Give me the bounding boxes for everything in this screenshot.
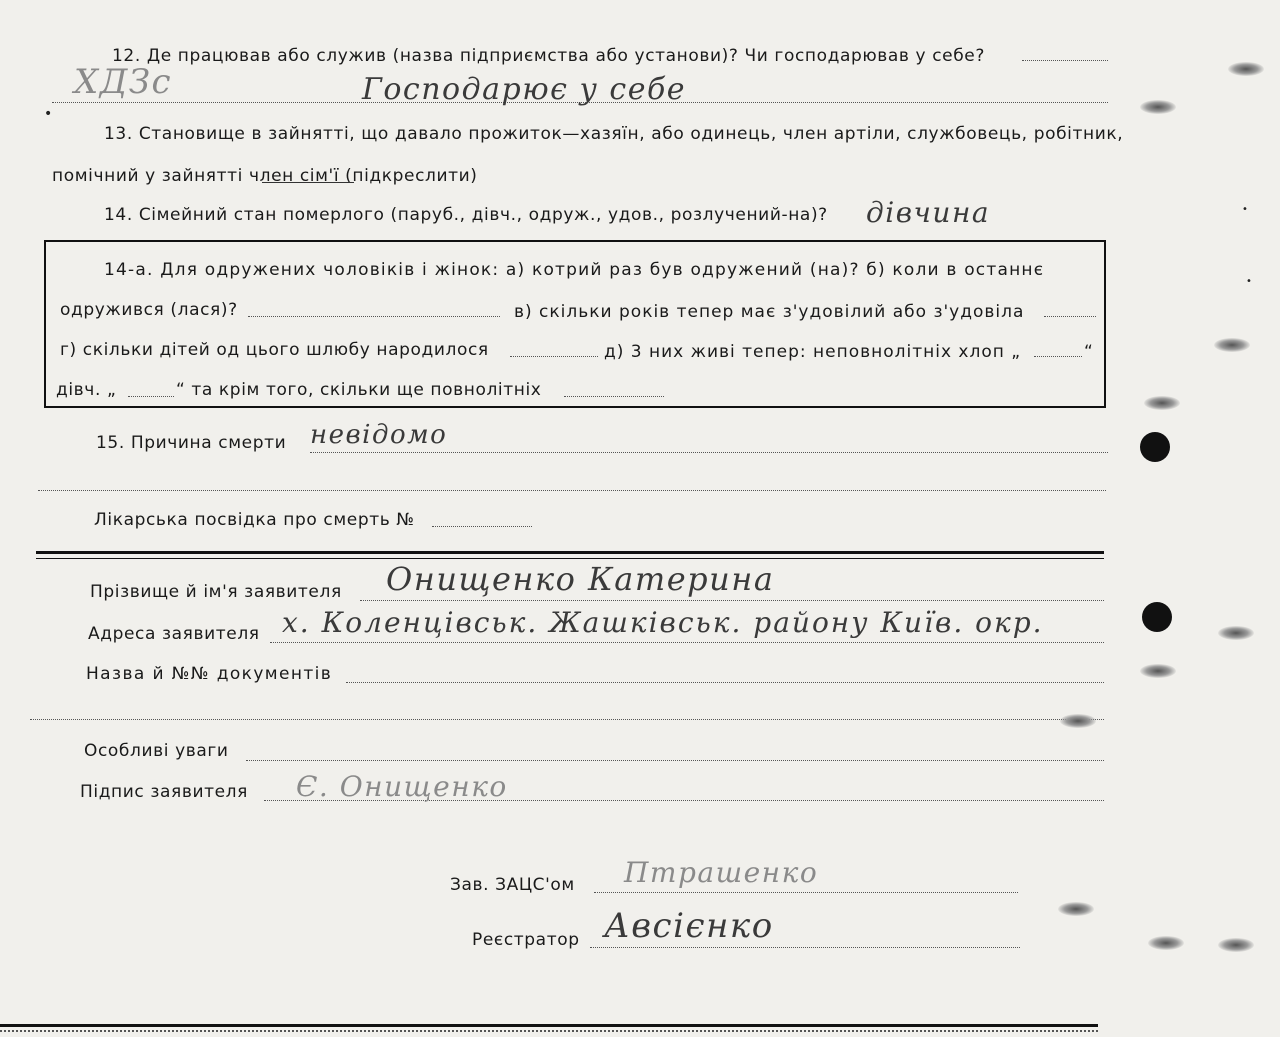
q14a-line3b: д) 3 них живі тепер: неповнолітніх хлоп „ bbox=[604, 342, 1022, 362]
bottom-rule bbox=[0, 1024, 1098, 1027]
applicant-address-value: х. Коленцівськ. Жашківськ. району Київ. окр. bbox=[282, 606, 1044, 639]
q14a-line3a: г) скільки дітей од цього шлюбу народилося bbox=[60, 340, 489, 360]
ink-blot bbox=[1228, 62, 1264, 76]
q13-line2: помічний у зайнятті член сім'ї (підкреслити) bbox=[52, 166, 478, 186]
q14a-dotline-4b bbox=[564, 396, 664, 397]
registrar-label: Реєстратор bbox=[472, 930, 580, 950]
q14a-line3c: “ bbox=[1084, 342, 1094, 362]
q14-answer: дівчина bbox=[866, 196, 991, 229]
section-double-rule-bottom bbox=[36, 558, 1104, 559]
applicant-signature-value: Є. Онищенко bbox=[296, 770, 508, 803]
applicant-name-dotline bbox=[360, 600, 1104, 601]
ink-blot bbox=[1060, 714, 1096, 728]
q15-dotline-1 bbox=[310, 452, 1108, 453]
zags-head-signature: Птрашенко bbox=[624, 856, 819, 889]
medical-certificate-dotline bbox=[432, 526, 532, 527]
ink-blot bbox=[1218, 626, 1254, 640]
special-notes-dotline bbox=[246, 760, 1104, 761]
medical-certificate-label: Лікарська посвідка про смерть № bbox=[94, 510, 415, 530]
q13-line1: 13. Становище в зайнятті, що давало прожиток—хазяїн, або одинець, член артіли, службовець, робітник, bbox=[104, 124, 1124, 144]
q14a-dotline-2a bbox=[248, 316, 500, 317]
q14a-dotline-4a bbox=[128, 396, 174, 397]
q12-dotline-1 bbox=[1022, 60, 1108, 61]
q14a-line2a: одружився (лася)? bbox=[60, 300, 238, 320]
zags-head-label: Зав. ЗАЦС'ом bbox=[450, 875, 575, 895]
ink-blot bbox=[1218, 938, 1254, 952]
q12-answer: Господарює у себе bbox=[362, 72, 687, 107]
q14a-line4a: дівч. „ bbox=[56, 380, 117, 400]
q14-label: 14. Сімейний стан померлого (паруб., дівч., одруж., удов., розлучений-на)? bbox=[104, 205, 828, 225]
stray-dot: • bbox=[1246, 276, 1252, 287]
special-notes-label: Особливі уваги bbox=[84, 741, 229, 761]
applicant-name-value: Онищенко Катерина bbox=[386, 560, 775, 598]
punch-hole bbox=[1142, 602, 1172, 632]
zags-head-dotline bbox=[594, 892, 1018, 893]
q14a-dotline-2b bbox=[1044, 316, 1096, 317]
punch-hole bbox=[1140, 432, 1170, 462]
registrar-dotline bbox=[590, 947, 1020, 948]
stray-dot: • bbox=[44, 106, 53, 122]
q14a-line2b: в) скільки років тепер має з'удовілий або з'удовіла bbox=[514, 302, 1025, 322]
q12-answer-faint: ХДЗс bbox=[74, 62, 173, 102]
q14a-line4b: “ та крім того, скільки ще повнолітніх bbox=[176, 380, 542, 400]
applicant-signature-label: Підпис заявителя bbox=[80, 782, 248, 802]
q14a-dotline-3b bbox=[1034, 356, 1082, 357]
ink-blot bbox=[1148, 936, 1184, 950]
q15-dotline-2 bbox=[38, 490, 1106, 491]
applicant-address-dotline bbox=[270, 642, 1104, 643]
section-double-rule-top bbox=[36, 551, 1104, 554]
stray-dot: • bbox=[1242, 204, 1248, 215]
bottom-dotline bbox=[0, 1030, 1098, 1032]
q15-answer: невідомо bbox=[310, 420, 448, 450]
applicant-name-label: Прізвище й ім'я заявителя bbox=[90, 582, 342, 602]
applicant-documents-dotline-2 bbox=[30, 719, 1104, 720]
ink-blot bbox=[1058, 902, 1094, 916]
q15-label: 15. Причина смерти bbox=[96, 433, 287, 453]
ink-blot bbox=[1140, 100, 1176, 114]
q14a-line1: 14-а. Для одружених чоловіків і жінок: а) котрий раз був одружений (на)? б) коли в останнє bbox=[104, 260, 1045, 280]
ink-blot bbox=[1140, 664, 1176, 678]
q13-underline bbox=[262, 182, 354, 183]
applicant-documents-dotline bbox=[346, 682, 1104, 683]
registrar-signature: Авсієнко bbox=[604, 906, 774, 946]
q14a-dotline-3a bbox=[510, 356, 598, 357]
q12-label: 12. Де працював або служив (назва підприємства або установи)? Чи господарював у себе? bbox=[112, 46, 985, 66]
ink-blot bbox=[1214, 338, 1250, 352]
applicant-documents-label: Назва й №№ документів bbox=[86, 664, 333, 684]
applicant-address-label: Адреса заявителя bbox=[88, 624, 260, 644]
ink-blot bbox=[1144, 396, 1180, 410]
